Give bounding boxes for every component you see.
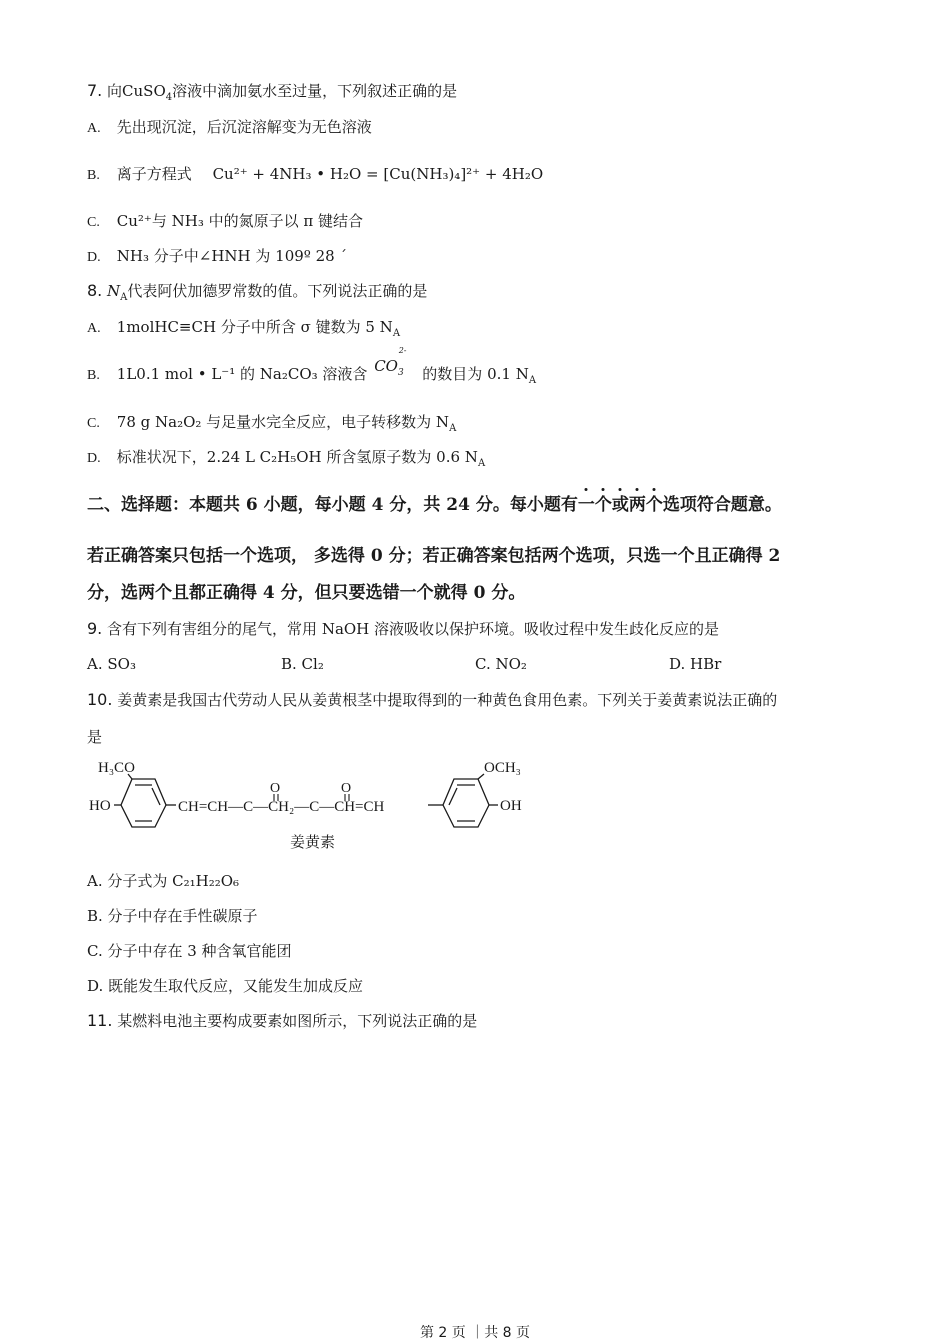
- q7-number: 7.: [87, 81, 103, 100]
- q7-option-c-label: C.: [87, 215, 100, 230]
- right-benzene-ring: [428, 774, 498, 827]
- q8-option-c-label: C.: [87, 416, 100, 431]
- q7-stem-text-a: 向CuSO: [107, 82, 166, 100]
- q8-option-b-text-a: 1L0.1 mol • L⁻¹ 的 Na₂CO₃ 溶液含: [116, 365, 368, 383]
- carbonyl-o-1: O: [270, 781, 281, 796]
- left-methoxy-label: H₃CO: [98, 760, 135, 776]
- emphasis-char: 或: [611, 495, 629, 515]
- q8-option-d-label: D.: [87, 451, 101, 466]
- q8-number: 8.: [87, 281, 103, 300]
- q7-stem: [87, 81, 457, 101]
- q9-stem: [87, 619, 719, 639]
- q10-option-d: D. 既能发生取代反应，又能发生加成反应: [87, 977, 364, 995]
- q7-stem-sub: 4: [165, 92, 173, 103]
- q7-option-c-text: Cu²⁺与 NH₃ 中的氮原子以 π 键结合: [116, 212, 364, 230]
- right-methoxy-label: OCH₃: [484, 760, 521, 776]
- q10-number: 10.: [87, 690, 113, 709]
- carbonate-ion-charge: 2-: [398, 346, 407, 355]
- section2-line1-text-a: 二、选择题：本题共 6 小题，每小题 4 分，共 24 分。每小题有: [87, 495, 578, 515]
- q8-option-c-text: 78 g Na₂O₂ 与足量水完全反应，电子转移数为 N: [116, 413, 450, 431]
- q9-option-c: C. NO₂: [475, 655, 527, 673]
- q8-option-a-text: 1molHC≡CH 分子中所含 σ 键数为 5 N: [116, 318, 393, 336]
- q8-stem: [87, 281, 427, 301]
- q8-option-a: [87, 317, 400, 339]
- q8-option-c-sub: A: [449, 423, 457, 434]
- left-ring-double-bond: [152, 788, 160, 805]
- q7-option-d: [87, 246, 347, 268]
- q7-option-a: [87, 117, 372, 139]
- q7-option-d-label: D.: [87, 250, 101, 265]
- q10-stem-line2: 是: [87, 728, 103, 746]
- emphasis-char: 个: [645, 495, 663, 515]
- q8-stem-na: N: [107, 282, 121, 300]
- q7-option-b: [87, 164, 543, 186]
- q7-option-c: [87, 211, 363, 233]
- carbonyl-o-2: O: [341, 781, 352, 796]
- q10-stem-text: 姜黄素是我国古代劳动人民从姜黄根茎中提取得到的一种黄色食用色素。下列关于姜黄素说法正确的: [117, 691, 778, 709]
- section2-line3: 分，选两个且都正确得 4 分，但只要选错一个就得 0 分。: [87, 583, 526, 603]
- q8-option-b-label: B.: [87, 368, 100, 383]
- q9-stem-text: 含有下列有害组分的尾气，常用 NaOH 溶液吸收以保护环境。吸收过程中发生歧化反应的是: [107, 620, 720, 638]
- emphasis-char: 一: [577, 495, 595, 515]
- section2-line1: [87, 493, 782, 517]
- emphasis-char: 两: [628, 495, 646, 515]
- q11-stem: [87, 1011, 477, 1031]
- q7-option-d-text: NH₃ 分子中∠HNH 为 109º 28 ´: [116, 247, 347, 265]
- q7-option-b-label: B.: [87, 168, 100, 183]
- q8-stem-text: 代表阿伏加德罗常数的值。下列说法正确的是: [127, 282, 428, 300]
- chain-label: CH=CH—C—CH₂—C—CH=CH: [178, 799, 385, 815]
- q7-option-a-label: A.: [87, 121, 101, 136]
- q8-option-d-sub: A: [477, 458, 486, 469]
- structure-caption: 姜黄素: [290, 835, 336, 851]
- left-hydroxy-label: HO: [89, 798, 111, 814]
- q7-stem-text-b: 溶液中滴加氨水至过量，下列叙述正确的是: [172, 82, 458, 100]
- q9-number: 9.: [87, 619, 103, 638]
- q8-option-b-sub: A: [528, 375, 537, 386]
- left-benzene-ring: [114, 774, 176, 827]
- q11-stem-text: 某燃料电池主要构成要素如图所示，下列说法正确的是: [117, 1012, 478, 1030]
- q10-option-a: A. 分子式为 C₂₁H₂₂O₆: [87, 872, 240, 890]
- q9-option-d: D. HBr: [669, 655, 722, 673]
- q8-option-d: [87, 447, 485, 469]
- section2-line1-text-b: 选项符合题意。: [662, 495, 782, 515]
- q9-option-b: B. Cl₂: [281, 655, 324, 673]
- section2-line2: 若正确答案只包括一个选项， 多选得 0 分；若正确答案包括两个选项，只选一个且正确得 2: [87, 546, 781, 566]
- page-footer: 第 2 页 ｜共 8 页: [419, 1325, 531, 1341]
- q8-option-a-sub: A: [392, 328, 401, 339]
- q9-option-a: A. SO₃: [87, 655, 136, 673]
- q8-option-a-label: A.: [87, 321, 101, 336]
- q10-option-c: C. 分子中存在 3 种含氧官能团: [87, 942, 292, 960]
- q7-option-b-equation: Cu²⁺ + 4NH₃ • H₂O = [Cu(NH₃)₄]²⁺ + 4H₂O: [212, 165, 544, 183]
- q10-stem-line1: [87, 690, 777, 710]
- q8-option-c: [87, 412, 456, 434]
- carbonate-ion: [374, 346, 411, 378]
- q8-option-b-text-b: 的数目为 0.1 N: [422, 365, 529, 383]
- q8-option-d-text: 标准状况下，2.24 L C₂H₅OH 所含氢原子数为 0.6 N: [116, 448, 478, 466]
- right-hydroxy-label: OH: [500, 798, 522, 814]
- curcumin-structure: [86, 758, 546, 858]
- right-ring-double-bond: [449, 788, 457, 805]
- carbonate-ion-symbol: CO: [374, 357, 398, 375]
- q11-number: 11.: [87, 1011, 113, 1030]
- q8-stem-na-sub: A: [120, 292, 128, 303]
- q7-option-b-text: 离子方程式: [116, 165, 192, 183]
- q8-option-b: [87, 346, 537, 386]
- q7-option-a-text: 先出现沉淀，后沉淀溶解变为无色溶液: [116, 118, 372, 136]
- q10-option-b: B. 分子中存在手性碳原子: [87, 907, 258, 925]
- carbonate-ion-sub: 3: [397, 368, 404, 378]
- emphasis-char: 个: [594, 495, 612, 515]
